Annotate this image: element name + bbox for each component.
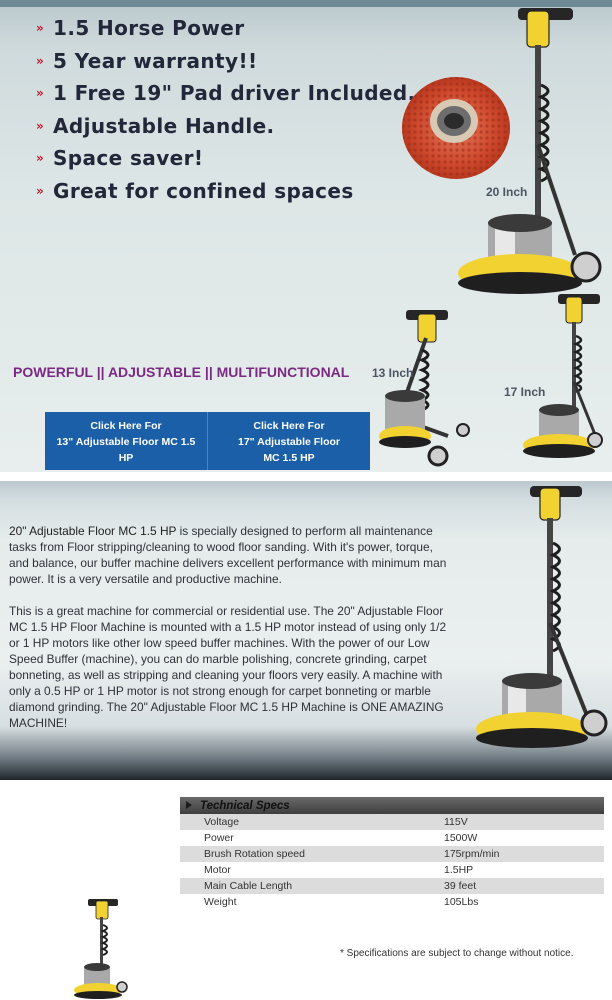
feature-text: Great for confined spaces	[53, 178, 354, 203]
feature-item	[36, 110, 416, 143]
cta-line: MC 1.5 HP	[263, 452, 315, 464]
cta-line: Click Here For	[253, 420, 325, 432]
feature-list	[36, 12, 416, 207]
feature-text: 1 Free 19" Pad driver Included.	[53, 81, 416, 106]
feature-text: Space saver!	[53, 146, 204, 171]
spec-name: Brush Rotation speed	[204, 848, 305, 860]
feature-item	[36, 142, 416, 175]
feature-item	[36, 45, 416, 78]
description-paragraph: This is a great machine for commercial or residential use. The 20" Adjustable Floor MC 1.5 HP Floor Machine is mounted with a 1.5 HP motor instead of using only 1/2 or 1 HP motors like other low speed buffer machines. With the power of our Low Speed Buffer (machine), you can do marble polishing, concrete grinding, carpet bonneting, as well as stripping and cleaning your floors very easily. A machine with only a 0.5 HP or 1 HP motor is not strong enough for carpet bonneting or marble diamond grinding. The 20" Adjustable Floor MC 1.5 HP Machine is ONE AMAZING MACHINE!	[9, 604, 447, 730]
bullet-arrow-icon: »	[36, 21, 44, 36]
spec-row	[180, 878, 604, 894]
specs-disclaimer: * Specifications are subject to change without notice.	[340, 948, 574, 959]
size-label-17: 17 Inch	[504, 385, 546, 399]
spec-rows	[180, 814, 604, 910]
triangle-right-icon	[186, 801, 192, 809]
floor-machine-thumb-image	[70, 895, 132, 1000]
spec-row	[180, 862, 604, 878]
cta-line: 13" Adjustable Floor MC 1.5	[56, 436, 196, 448]
cta-line: Click Here For	[90, 420, 162, 432]
feature-text: Adjustable Handle.	[53, 113, 275, 138]
spec-row	[180, 894, 604, 910]
bullet-arrow-icon: »	[36, 183, 44, 198]
feature-text: 5 Year warranty!!	[53, 48, 258, 73]
spec-value: 115V	[444, 816, 468, 828]
feature-item	[36, 77, 416, 110]
spec-row	[180, 846, 604, 862]
bullet-arrow-icon: »	[36, 86, 44, 101]
floor-machine-13-image	[378, 308, 473, 472]
description-paragraph	[9, 523, 455, 587]
size-label-13: 13 Inch	[372, 366, 414, 380]
specs-title: Technical Specs	[200, 799, 290, 812]
feature-item	[36, 175, 416, 208]
bullet-arrow-icon: »	[36, 53, 44, 68]
spec-name: Voltage	[204, 816, 240, 828]
spec-row	[180, 830, 604, 846]
cta-line: HP	[118, 452, 134, 464]
floor-machine-20-image	[455, 5, 605, 295]
spec-name: Main Cable Length	[204, 880, 293, 892]
cta-group	[45, 412, 370, 470]
spec-name: Motor	[204, 864, 231, 876]
cta-17-inch-button[interactable]	[207, 412, 370, 470]
description-section	[0, 481, 612, 780]
specs-header	[180, 797, 604, 814]
cta-13-inch-button[interactable]	[45, 412, 207, 470]
bullet-arrow-icon: »	[36, 118, 44, 133]
spec-name: Weight	[204, 896, 237, 908]
bullet-arrow-icon: »	[36, 151, 44, 166]
cta-line: 17" Adjustable Floor	[237, 436, 341, 448]
description-text	[9, 523, 455, 747]
description-body: is specially designed to perform all maintenance tasks from Floor stripping/cleaning to wood floor sanding. With it's power, torque, and balance, our buffer machine delivers excellent performance with minimum man power. It is a very versatile and productive machine.	[9, 524, 447, 586]
feature-text: 1.5 Horse Power	[53, 16, 245, 41]
spec-value: 1500W	[444, 832, 478, 844]
spec-value: 105Lbs	[444, 896, 479, 908]
hero-banner	[0, 0, 612, 472]
spec-value: 1.5HP	[444, 864, 474, 876]
spec-row	[180, 814, 604, 830]
spec-value: 39 feet	[444, 880, 477, 892]
size-label-20: 20 Inch	[486, 185, 528, 199]
product-name: 20" Adjustable Floor MC 1.5 HP	[9, 524, 177, 538]
tagline: POWERFUL || ADJUSTABLE || MULTIFUNCTIONAL	[13, 364, 350, 380]
floor-machine-image	[470, 483, 610, 758]
spec-value: 175rpm/min	[444, 848, 500, 860]
feature-item	[36, 12, 416, 45]
floor-machine-17-image	[520, 292, 606, 464]
technical-specs-table	[180, 797, 604, 910]
spec-name: Power	[204, 832, 234, 844]
